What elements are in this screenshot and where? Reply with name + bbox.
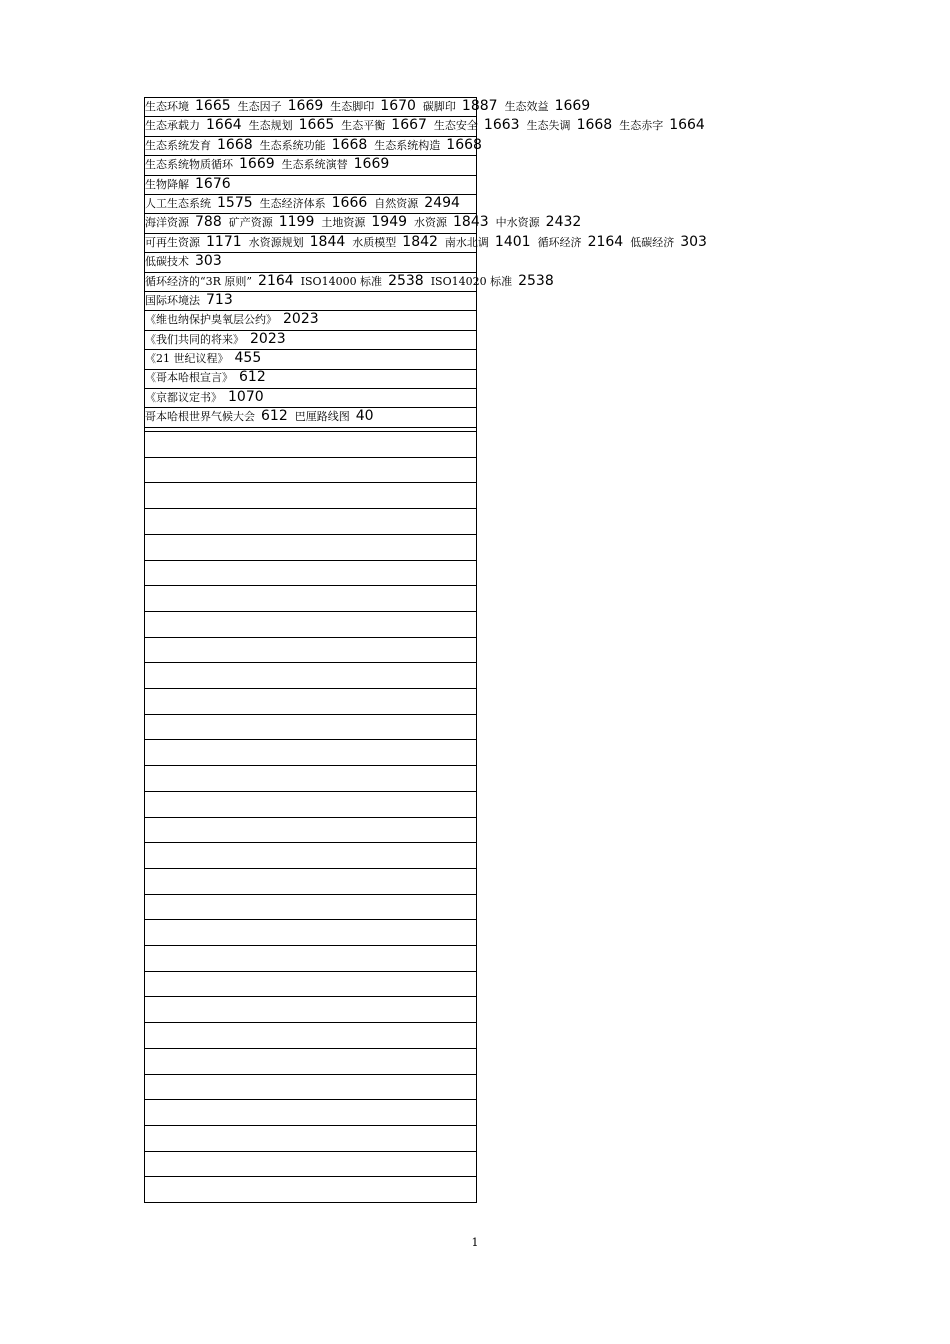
table-row-rule [144,1176,477,1177]
index-page-number: 1842 [402,233,438,250]
table-row-rule [144,1202,477,1203]
index-line [145,272,935,291]
index-page-number: 303 [680,233,707,250]
index-entry [145,291,240,308]
table-row-rule [144,662,477,663]
index-term: ISO14000 标准 [300,274,383,288]
index-page-number: 1575 [217,194,253,211]
index-line [145,155,935,174]
index-term: 人工生态系统 [145,196,211,210]
index-page-number: 2023 [283,311,319,328]
index-page-number: 2164 [258,272,294,289]
index-entry [259,194,375,211]
index-line [145,136,935,155]
index-term: 低碳技术 [145,255,189,269]
index-page-number: 1663 [483,117,520,134]
index-line [145,175,935,194]
index-entry [537,233,631,250]
table-row-rule [144,688,477,689]
index-term: 生态经济体系 [259,196,326,210]
index-line [145,330,935,349]
index-entry [145,410,295,423]
index-page-number: 1668 [576,117,613,134]
index-page-number: 1668 [446,136,482,153]
table-row-rule [144,817,477,818]
index-page-number: 612 [261,408,288,425]
table-row-rule [144,765,477,766]
index-entry [145,136,260,153]
index-entry [145,100,238,113]
index-page-number: 1949 [371,214,408,231]
index-line [145,310,935,329]
index-term: 碳脚印 [422,100,456,113]
index-entry [527,119,620,132]
index-page-number: 713 [206,291,233,308]
index-page-number: 1664 [206,117,242,134]
index-page-number: 1844 [309,233,346,250]
index-page-number: 1668 [331,136,368,153]
index-entry [249,119,342,132]
index-page-number: 1401 [494,233,531,250]
index-page-number: 303 [195,253,222,270]
index-term: 哥本哈根世界气候大会 [145,410,255,424]
index-page-number: 1843 [453,214,489,231]
index-entry [414,216,496,229]
table-row-rule [144,919,477,920]
index-entry [145,255,229,268]
index-page-number: 1667 [391,117,427,134]
index-page-number: 2538 [518,272,554,289]
index-term: 《维也纳保护臭氧层公约》 [145,313,277,327]
index-entry [145,371,273,384]
index-entry [619,119,712,132]
index-page-number: 1668 [217,136,253,153]
index-line [145,213,935,232]
index-entry [145,194,260,211]
index-page-number: 612 [239,369,266,386]
index-page-number: 1887 [461,98,498,114]
table-row-rule [144,868,477,869]
index-page-number: 1669 [554,98,591,114]
index-term: 生态承载力 [145,119,200,133]
index-term: 生态系统物质循环 [145,158,233,172]
index-entry [145,216,229,229]
index-term: 生态系统构造 [374,138,441,152]
index-entry [282,158,397,171]
index-entry [248,233,353,250]
index-line [145,407,935,426]
table-row-rule [144,560,477,561]
index-line [145,194,935,213]
table-row-rule [144,1022,477,1023]
index-page-number: 2538 [388,272,424,289]
index-term: 水质模型 [352,235,397,249]
table-row-rule [144,894,477,895]
index-term: 生态规划 [248,119,293,133]
index-entry [505,100,598,113]
index-term: 生态因子 [237,100,282,113]
index-term: 生物降解 [145,177,189,191]
index-entry [430,272,561,289]
index-line [145,291,935,310]
index-term: 中水资源 [495,216,540,230]
index-entry [300,272,431,289]
table-row-rule [144,1125,477,1126]
index-term: 生态平衡 [341,119,386,133]
index-entry [145,313,326,326]
table-row-rule [144,585,477,586]
index-term: 《21 世纪议程》 [145,352,229,366]
index-page-number: 1199 [278,214,315,231]
index-term: 循环经济 [537,235,582,249]
table-row-rule [144,1151,477,1152]
index-entry [145,352,268,365]
index-entry [444,233,538,250]
index-entry [496,216,589,229]
table-row-rule [144,431,477,432]
index-term: 《我们共同的将来》 [145,332,244,346]
index-page-number: 1664 [669,117,705,134]
page-number: 1 [471,1236,479,1249]
index-entry [374,136,489,153]
index-page-number: 2494 [424,194,460,211]
index-term: 生态安全 [433,119,478,133]
index-term: 循环经济的“3R 原则” [145,274,253,288]
index-term: 可再生资源 [145,235,200,249]
index-term: 生态系统演替 [281,158,348,172]
table-row-rule [144,534,477,535]
table-row-rule [144,1048,477,1049]
index-term: 生态失调 [526,119,571,133]
index-entry [145,233,249,250]
index-entry [295,410,381,423]
index-entry [630,233,714,250]
index-page-number: 40 [355,408,374,425]
index-line [145,349,935,368]
index-line [145,116,935,135]
table-row-rule [144,611,477,612]
index-term: 生态系统发育 [145,138,211,152]
index-line [145,252,935,271]
index-page-number: 1665 [195,98,231,114]
index-page-number: 455 [234,350,262,367]
index-list [145,97,935,427]
index-entry [259,136,375,153]
index-term: 自然资源 [374,196,419,210]
index-entry [145,175,238,192]
index-entry [423,100,505,113]
index-page-number: 2164 [587,233,624,250]
index-term: 低碳经济 [630,235,675,249]
index-page-number: 1676 [195,175,231,192]
index-term: 《哥本哈根宣言》 [145,371,233,385]
index-term: 生态系统功能 [259,138,326,152]
index-entry [434,119,527,132]
table-row-rule [144,427,477,428]
table-row-rule [144,482,477,483]
index-line [145,97,935,116]
index-entry [352,233,445,250]
index-line [145,233,935,252]
table-row-rule [144,1099,477,1100]
index-entry [238,100,331,113]
index-entry [341,119,434,132]
index-term: 海洋资源 [145,216,189,230]
index-page-number: 1171 [206,233,242,250]
index-page-number: 1669 [239,156,275,173]
table-row-rule [144,842,477,843]
index-page-number: 788 [195,214,222,231]
table-row-rule [144,714,477,715]
index-term: 土地资源 [321,216,366,230]
index-page-number: 1670 [380,98,416,114]
index-term: ISO14020 标准 [430,274,513,288]
index-entry [145,158,282,171]
index-term: 巴厘路线图 [294,410,350,424]
index-entry [321,216,414,229]
index-page-number: 1070 [228,388,264,405]
index-page-number: 1666 [331,194,368,211]
index-entry [145,272,301,289]
table-row-rule [144,791,477,792]
index-entry [229,216,322,229]
index-term: 南水北调 [444,235,489,249]
index-entry [145,119,249,132]
index-term: 国际环境法 [145,293,200,307]
index-page-number: 2432 [545,214,582,231]
table-row-rule [144,945,477,946]
index-entry [374,194,467,211]
index-term: 生态效益 [504,100,549,113]
index-term: 水资源 [414,216,448,230]
index-page-number: 1665 [298,117,335,134]
index-entry [330,100,423,113]
table-row-rule [144,1074,477,1075]
table-row-rule [144,739,477,740]
table-row-rule [144,637,477,638]
index-page-number: 1669 [353,156,390,173]
index-term: 生态脚印 [330,100,375,113]
table-row-rule [144,457,477,458]
table-row-rule [144,996,477,997]
index-term: 生态环境 [145,100,189,113]
index-entry [145,330,293,347]
index-term: 矿产资源 [228,216,273,230]
index-page-number: 1669 [287,98,324,114]
table-row-rule [144,971,477,972]
index-entry [145,388,271,405]
index-term: 生态赤字 [619,119,664,133]
index-term: 《京都议定书》 [145,390,222,404]
table-row-rule [144,508,477,509]
index-term: 水资源规划 [248,235,304,249]
index-line [145,388,935,407]
index-line [145,368,935,387]
index-page-number: 2023 [250,330,286,347]
